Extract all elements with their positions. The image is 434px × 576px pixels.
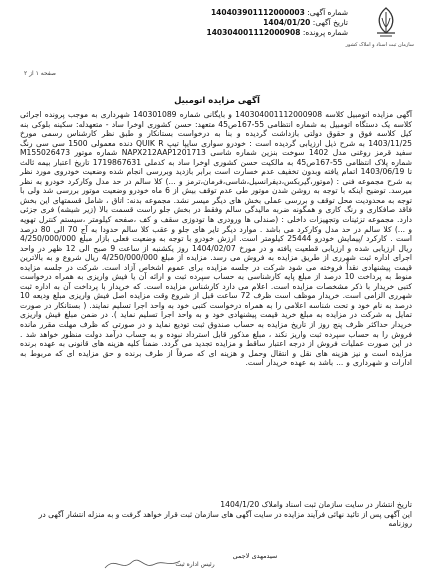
case-number-row xyxy=(148,28,348,38)
ad-date-row xyxy=(148,18,348,28)
announcement-body xyxy=(20,110,412,368)
ad-number-value: 140403901112000003 xyxy=(210,8,305,17)
signatory-role: رئیس اداره ثبت xyxy=(175,561,215,568)
emblem-caption: سازمان ثبت اسناد و املاک کشور xyxy=(345,42,414,48)
ad-metadata xyxy=(148,8,348,38)
page-indicator: صفحه ۱ از ۲ xyxy=(24,70,56,77)
case-number-value: 140304001112000908 xyxy=(206,28,301,37)
publication-notice-line: این آگهی پس از تائید نهائی فرآیند مزایده در سایت آگهی های سازمان ثبت قرار خواهد گرفت و به منزله انتشار آگهی در روزنامه xyxy=(38,509,412,529)
ad-number-row xyxy=(148,8,348,18)
signature-block xyxy=(0,552,434,576)
signature-scribble xyxy=(100,552,220,574)
publication-date-line: تاریخ انتشار در سایت سازمان ثبت اسناد واملاک 1404/1/20 xyxy=(220,500,412,509)
case-number-label: شماره پرونده: xyxy=(302,28,348,37)
ad-date-label: تاریخ آگهی: xyxy=(312,18,348,27)
announcement-text: آگهی مزایده اتومبیل کلاسه 140304001112000908 و بایگانی شماره 140301089 شهرداری به موجب پرونده اجرائی کلاسه یک دستگاه اتومبیل به شماره انتظامی 55-167ص45 متعهد: حسن کشوری اوخرا ساد - متعهدله: سکینه بلوکی بنه کیل کلاسه فوق و حقوق دولتی بازداشت گردیده و بنا به درخواست بستانکار و طبق نظر کارشناس رسمی مورخ 1403/11/25 به شرح ذیل ارزیابی گردیده است : خودرو سواری سایپا تیپ QUIK R دنده معمولی 1500 سی سی رنگ سفید قرمز روغنی مدل 1402 سوخت بنزین شماره شاسی NAPX212AAP1201713 شماره موتور M155026473 شماره پلاک انتظامی 55-167ص45 به مالکیت حسن کشوری اوخرا ساد به کدملی 1719867631 تاریخ اعتبار بیمه ثالث تا 1403/06/19 اتمام یافته وبدون تخفیف عدم خسارت است برابر بازدید وبررسی انجام شده وضعیت خودروی مورد نظر به شرح مجموعه فنی : (موتور،گیربکس،دیفرانسیل،شاسی،فرمان،ترمز و ...) کلا سالم در حد مدل وکارکرد خودرو به نظر میرسد. توضیح اینکه با توجه به روشن شدن موتور طی عدم توقف بیش از 6 ماه خودرو وضعیت موتور بررسی شد ولی با توجه به محدودیت محل توقف و بررسی عملی بخش های دیگر میسر نشد. مجموعه بدنه: اتاق ، شامل قسمتهای این بخش فاقد صافکاری و رنگ کاری و همگونه ضربه مالیدگی سالم وفقط در بخش جلو راست قسمت بالا (زیر شیشه) فری جزئی دارد. مجموعه تزئینات وتجهیزات داخلی : (صندلی ها ورودری ها تودوزی سقف و کف ،صفحه کیلومتر ،سیستم کنترل تهویه و ...) کلا سالم در حد مدل وکارکرد می باشد . موارد دیگر تایر های جلو و عقب کلا سالم حدودا به آج 70 الی 80 درصد است . کارکرد /پیمایش خودرو 25444 کیلومتر است. ارزش خودرو با توجه به وضعیت فعلی بازار مبلغ 4/250/000/000 ریال ارزیابی شده و ارزیابی قطعیت یافته و در مورخ 1404/02/07 روز یکشنبه از ساعت 9 صبح الی 12 ظهر در واحد اجرای اداره ثبت شهرری از طریق مزایده به فروش می رسد. مزایده از مبلغ 4/250/000/000 ریال شروع و به بالاترین قیمت پیشنهادی نقداً فروخته می شود شرکت در جلسه مزایده برای عموم اشخاص آزاد است. شرکت در جلسه مزایده منوط به پرداخت 10 درصد از مبلغ پایه کارشناسی به حساب سپرده ثبت و ارائه آن یا فیش واریزی به همراه درخواست کتبی خریدار با ذکر مشخصات مزایده است. اعلام می دارد کارشناس مزایده است. که خریدار با پرداخت آن به اداره ثبت شهرری الزامی است. خریدار موظف است ظرف 72 ساعت قبل از شروع وقت مزایده اصل فیش واریزی مبلغ ودیعه 10 درصد به نام خود و تحت شناسه اعلامی را به همراه درخواست کتبی خود به واحد اجرا تسلیم نمایند. ( بستانکار در صورت تمایل به شرکت در مزایده به مبلغ خرید قیمت پیشنهادی خود و به واحد اجرا تسلیم نماید ). در ضمن مبلغ فیش واریزی خریدار حداکثر ظرف پنج روز از تاریخ مزایده به حساب صندوق ثبت تودیع نماید و در صورتی که ظرف مهلت مقرر مانده فروش را به حساب سپرده ثبت واریز نکند ، مبلغ مذکور قابل استرداد نبوده و به حساب درآمد دولت منظور خواهد شد . در این صورت عملیات فروش از درجه اعتبار ساقط و مزایده تجدید می گردد. ضمناً کلیه هزینه های قانونی به عهده برنده مزایده است و نیز هزینه های نقل و انتقال وحمل و هزینه ای که صرفاً از طرف برنده و حق مزایده ای که مربوط به ادارات و شهرداری و ... باشد به عهده خریدار است. xyxy=(20,110,413,368)
ad-number-label: شماره آگهی: xyxy=(307,8,348,17)
publication-note xyxy=(20,500,412,529)
ad-date-value: 1404/01/20 xyxy=(263,18,311,27)
emblem-logo-icon xyxy=(371,6,401,38)
page-title: آگهی مزایده اتومبیل xyxy=(174,96,260,106)
signatory-name: سیدمهدی لاجمی xyxy=(232,552,278,560)
organization-emblem xyxy=(345,6,414,48)
